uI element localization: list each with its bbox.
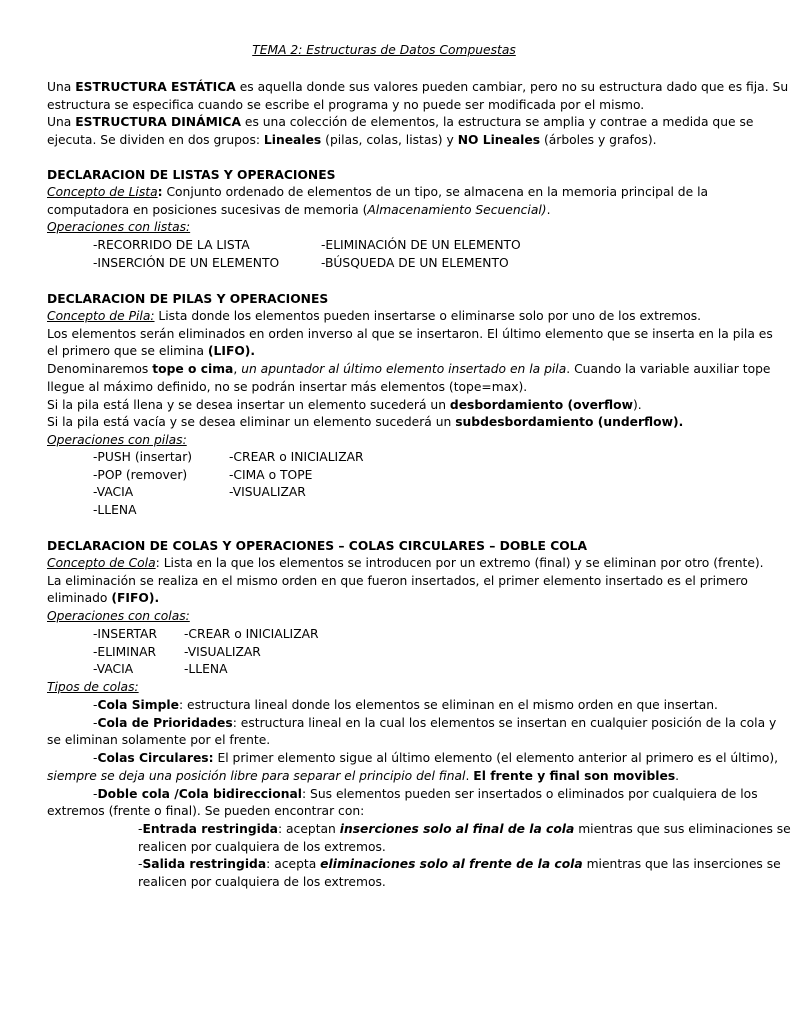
tipos-colas-line: realicen por cualquiera de los extremos. <box>138 875 386 889</box>
pilas-text-line: llegue al máximo definido, no se podrán insertar más elementos (tope=max). <box>47 379 528 394</box>
colas-operation: -VACIA <box>93 662 134 677</box>
pilas-operation: -POP (remover) <box>93 467 188 482</box>
tipos-colas-line: -Doble cola /Cola bidireccional: Sus elementos pueden ser insertados o eliminados por cualquiera de los <box>93 786 758 801</box>
intro-line: ejecuta. Se dividen en dos grupos: Lineales (pilas, colas, listas) y NO Lineales (árboles y grafos). <box>47 133 657 148</box>
pilas-text-line: Operaciones con pilas: <box>47 432 187 447</box>
colas-text-line: Concepto de Cola: Lista en la que los elementos se introducen por un extremo (final) y se eliminan por otro (frente). <box>47 556 764 570</box>
listas-text-line: computadora en posiciones sucesivas de memoria (Almacenamiento Secuencial). <box>47 202 551 217</box>
colas-text-line: La eliminación se realiza en el mismo orden en que fueron insertados, el primer elemento insertado es el primero <box>47 573 748 588</box>
colas-operation: -ELIMINAR <box>93 644 157 659</box>
section-heading-listas: DECLARACION DE LISTAS Y OPERACIONES <box>47 168 336 182</box>
pilas-text-line: Si la pila está llena y se desea insertar un elemento sucederá un desbordamiento (overflow). <box>47 397 642 412</box>
tipos-colas-line: extremos (frente o final). Se pueden encontrar con: <box>47 804 365 819</box>
listas-operation: -RECORRIDO DE LA LISTA <box>93 238 250 252</box>
tipos-de-colas-label: Tipos de colas: <box>47 680 139 694</box>
tipos-colas-line: -Entrada restringida: aceptan inserciones solo al final de la cola mientras que sus eliminaciones se <box>138 821 791 836</box>
tipos-colas-line: realicen por cualquiera de los extremos. <box>138 839 386 854</box>
tipos-colas-line: se eliminan solamente por el frente. <box>47 733 271 748</box>
listas-text-line: Concepto de Lista: Conjunto ordenado de elementos de un tipo, se almacena en la memoria principal de la <box>47 185 709 199</box>
pilas-operation: -PUSH (insertar) <box>93 450 193 464</box>
pilas-operation: -VISUALIZAR <box>229 485 306 500</box>
document-title: TEMA 2: Estructuras de Datos Compuestas <box>252 43 516 57</box>
tipos-colas-line: -Cola de Prioridades: estructura lineal en la cual los elementos se insertan en cualquier posición de la cola y <box>93 715 777 730</box>
intro-line: Una ESTRUCTURA DINÁMICA es una colección de elementos, la estructura se amplia y contrae a medida que se <box>47 115 754 130</box>
intro-line: Una ESTRUCTURA ESTÁTICA es aquella donde sus valores pueden cambiar, pero no su estructura dado que es fija. Su <box>47 80 789 94</box>
pilas-operation: -CIMA o TOPE <box>229 467 313 482</box>
tipos-colas-line: siempre se deja una posición libre para separar el principio del final. El frente y final son movibles. <box>47 768 680 783</box>
pilas-text-line: Concepto de Pila: Lista donde los elementos pueden insertarse o eliminarse solo por uno de los extremos. <box>47 309 702 323</box>
pilas-operation: -VACIA <box>93 485 134 500</box>
tipos-colas-line: -Salida restringida: acepta eliminaciones solo al frente de la cola mientras que las inserciones se <box>138 857 781 872</box>
pilas-text-line: Denominaremos tope o cima, un apuntador al último elemento insertado en la pila. Cuando la variable auxiliar tope <box>47 362 771 377</box>
section-heading-colas: DECLARACION DE COLAS Y OPERACIONES – COLAS CIRCULARES – DOBLE COLA <box>47 539 588 553</box>
section-heading-pilas: DECLARACION DE PILAS Y OPERACIONES <box>47 292 329 306</box>
colas-text-line: eliminado (FIFO). <box>47 591 160 606</box>
tipos-colas-line: -Colas Circulares: El primer elemento sigue al último elemento (el elemento anterior al primero es el último), <box>93 751 779 766</box>
pilas-text-line: Los elementos serán eliminados en orden inverso al que se insertaron. El último elemento que se inserta en la pila es <box>47 326 773 341</box>
intro-line: estructura se especifica cuando se escribe el programa y no puede ser modificada por el mismo. <box>47 97 645 112</box>
pilas-text-line: el primero que se elimina (LIFO). <box>47 344 256 359</box>
colas-operation: -CREAR o INICIALIZAR <box>184 627 319 641</box>
listas-operation: -BÚSQUEDA DE UN ELEMENTO <box>321 255 509 270</box>
tipos-colas-line: -Cola Simple: estructura lineal donde los elementos se eliminan en el mismo orden en que insertan. <box>93 698 718 712</box>
colas-operation: -LLENA <box>184 662 228 677</box>
listas-operation: -ELIMINACIÓN DE UN ELEMENTO <box>321 238 521 252</box>
colas-text-line: Operaciones con colas: <box>47 609 190 624</box>
pilas-operation: -LLENA <box>93 503 137 518</box>
pilas-operation: -CREAR o INICIALIZAR <box>229 450 364 464</box>
colas-operation: -VISUALIZAR <box>184 644 261 659</box>
pilas-text-line: Si la pila está vacía y se desea eliminar un elemento sucederá un subdesbordamiento (underflow). <box>47 415 684 430</box>
colas-operation: -INSERTAR <box>93 627 157 641</box>
listas-operation: -INSERCIÓN DE UN ELEMENTO <box>93 255 280 270</box>
listas-text-line: Operaciones con listas: <box>47 220 191 235</box>
